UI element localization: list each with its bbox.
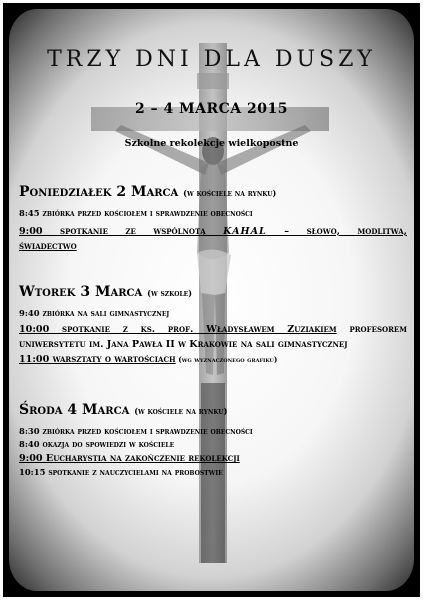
kahal-name: KAHAL bbox=[223, 226, 267, 237]
schedule-item-continuation: świadectwo bbox=[19, 241, 77, 252]
day-location-note: (w kościele na rynku) bbox=[134, 406, 228, 416]
poster-dates: 2 – 4 MARCA 2015 bbox=[135, 101, 288, 117]
poster bbox=[3, 3, 420, 597]
schedule-item-rest: (wg wyznaczonego grafiku) bbox=[175, 355, 278, 364]
day-name: Środa 4 Marca bbox=[19, 402, 130, 418]
day-section-wednesday bbox=[19, 401, 407, 479]
schedule-item-workshops bbox=[19, 352, 407, 367]
schedule-item-kahal bbox=[19, 224, 407, 239]
schedule-item-continuation: uniwersytetu im. Jana Pawła II w Krakowie na sali gimnastycznej bbox=[19, 339, 348, 350]
poster-subtitle: Szkolne rekolekcje wielkopostne bbox=[124, 138, 299, 149]
poster-text bbox=[3, 3, 420, 597]
schedule-item-main: 11:00 warsztaty o wartościach bbox=[19, 354, 176, 365]
schedule-item-lecture bbox=[19, 322, 407, 337]
schedule-item: 9:00 Eucharystia na zakończenie rekolekcji bbox=[19, 453, 240, 464]
day-heading bbox=[19, 183, 407, 202]
day-name: Wtorek 3 Marca bbox=[19, 284, 143, 300]
schedule-item: 10:15 spotkanie z nauczycielami na probostwie bbox=[19, 467, 223, 477]
schedule-item-main: 10:00 spotkanie z ks. prof. Władysławem Zuziakiem bbox=[19, 324, 337, 335]
poster-title: TRZY DNI DLA DUSZY bbox=[47, 47, 376, 72]
day-section-tuesday bbox=[19, 283, 407, 367]
schedule-item: 9:40 zbiórka na sali gimnastycznej bbox=[19, 308, 170, 318]
schedule-item: 8:45 zbiórka przed kościołem i sprawdzenie obecności bbox=[19, 208, 253, 218]
day-heading bbox=[19, 401, 407, 420]
schedule-item: 8:40 okazja do spowiedzi w kościele bbox=[19, 439, 175, 449]
schedule-item-rest: profesorem bbox=[336, 324, 407, 335]
day-location-note: (w kościele na rynku) bbox=[183, 188, 277, 198]
day-name: Poniedziałek 2 Marca bbox=[19, 184, 179, 200]
schedule-item-rest: – słowo, modlitwa, bbox=[266, 226, 407, 237]
schedule-item: 8:30 zbiórka przed kościołem i sprawdzenie obecności bbox=[19, 426, 253, 436]
day-location-note: (w szkole) bbox=[147, 288, 193, 298]
schedule-item-time-text: 9:00 spotkanie ze wspólnotą bbox=[19, 226, 224, 237]
day-section-monday bbox=[19, 183, 407, 254]
day-heading bbox=[19, 283, 407, 302]
